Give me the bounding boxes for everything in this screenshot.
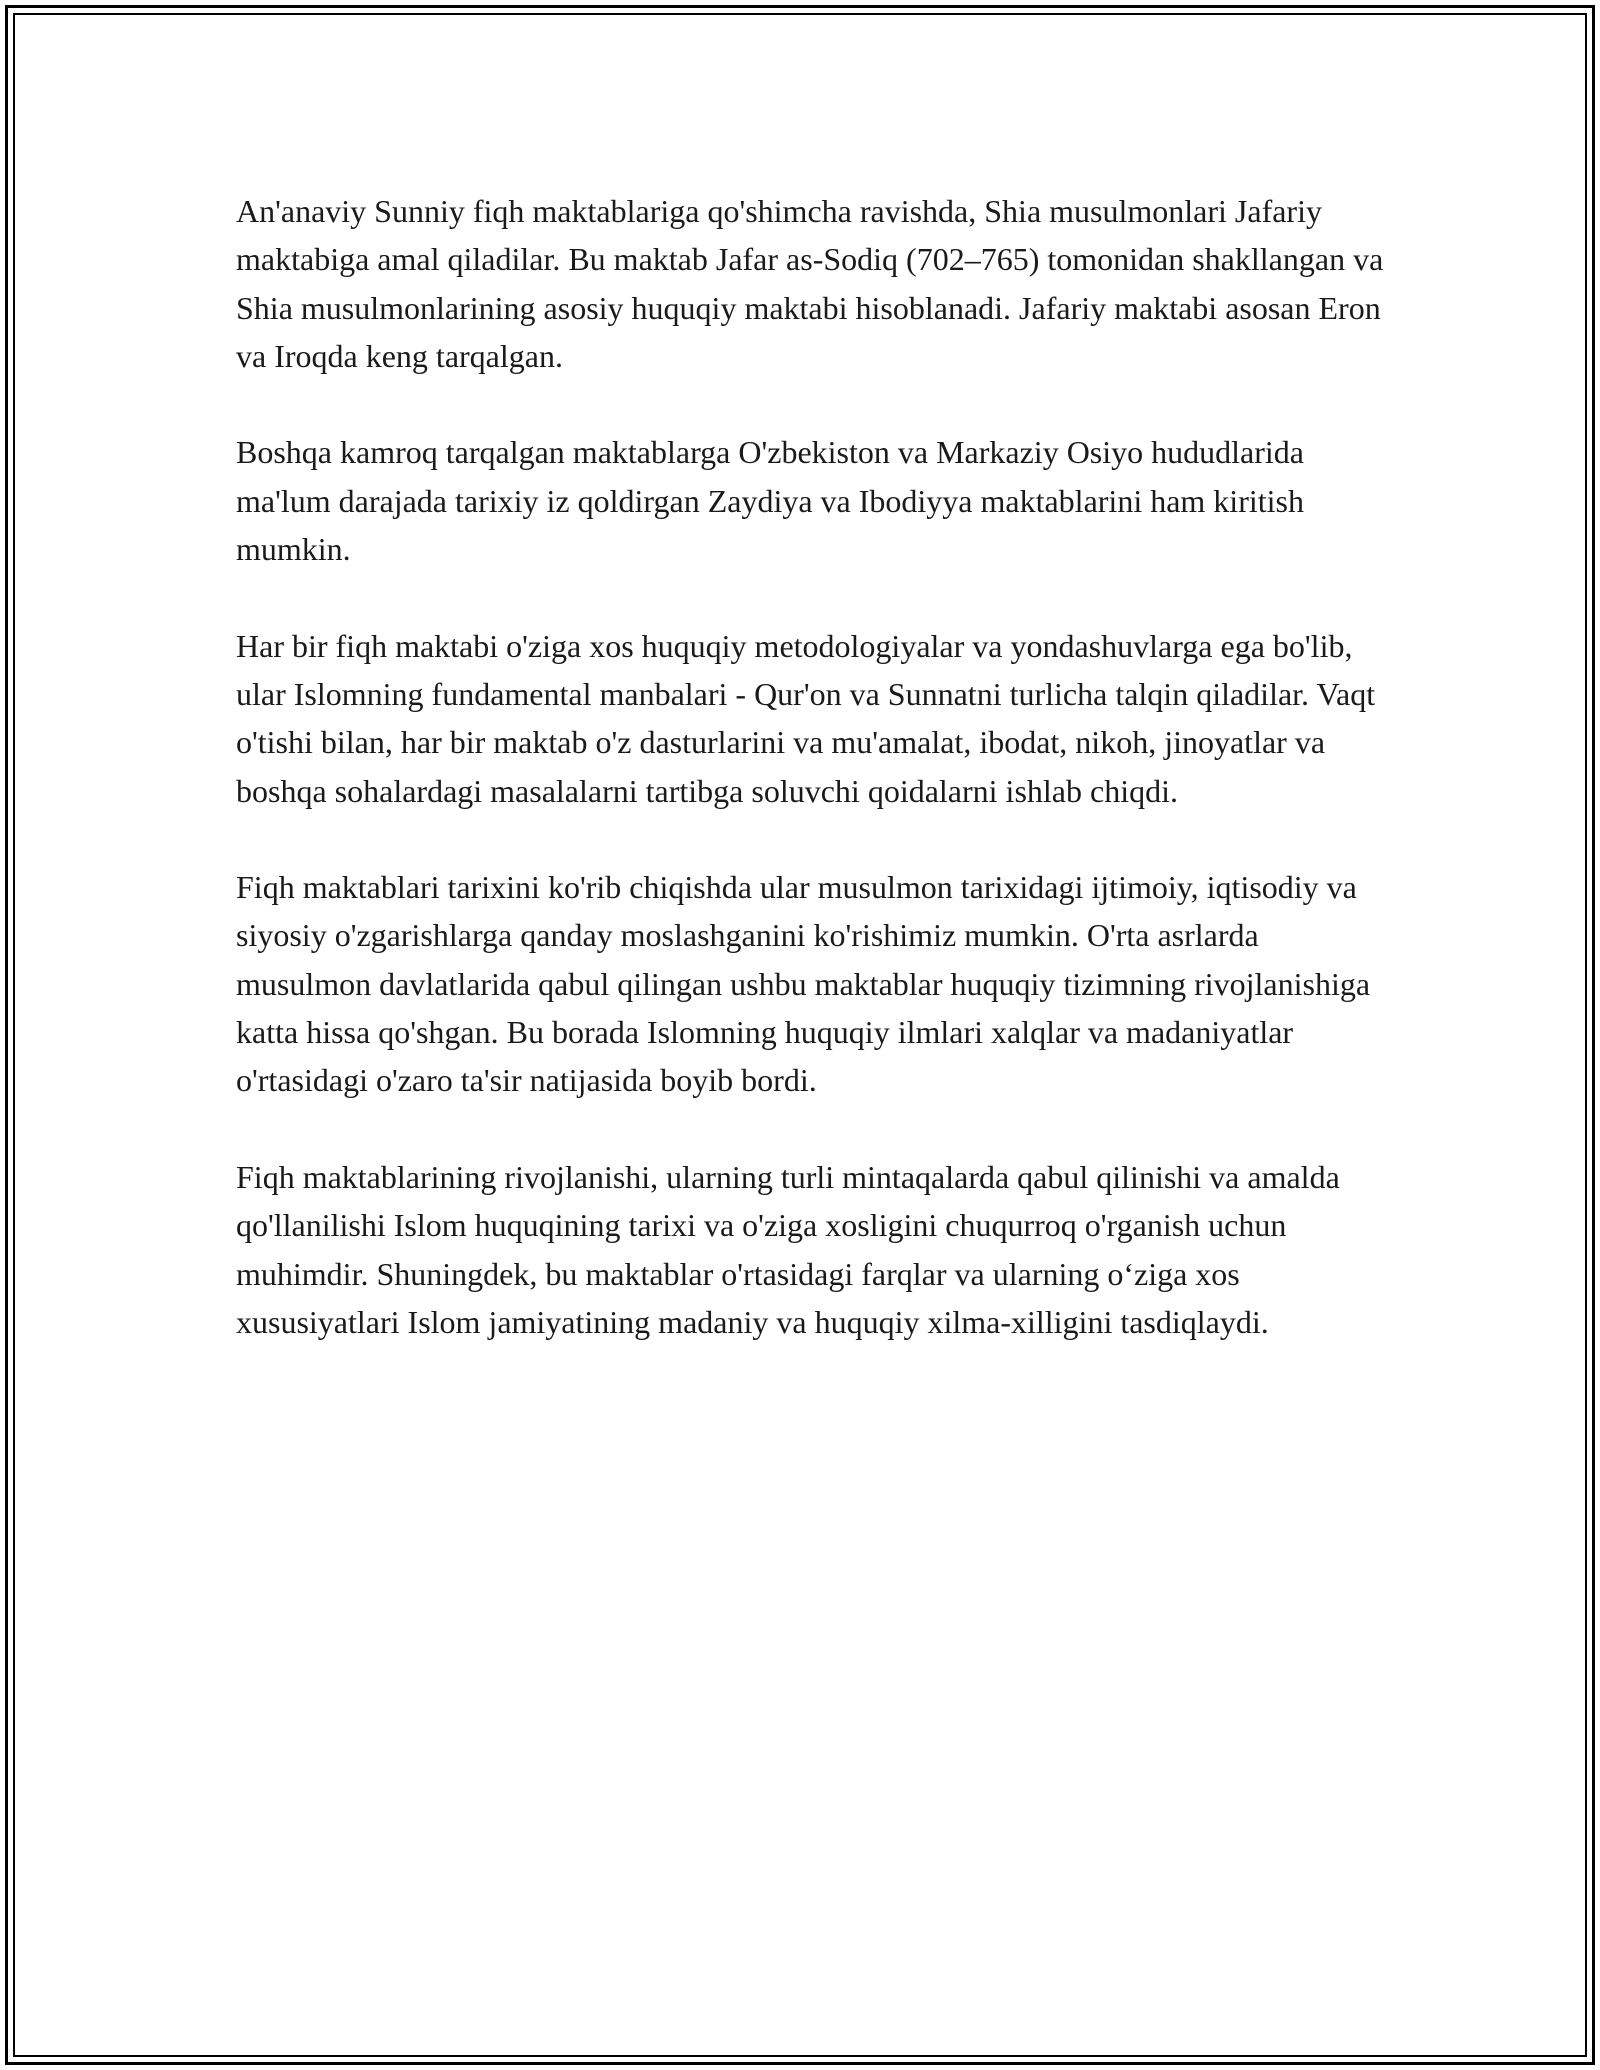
paragraph-4: Fiqh maktablari tarixini ko'rib chiqishda ular musulmon tarixidagi ijtimoiy, iqtisodiy va siyosiy o'zgarishlarga qanday moslashganini ko'rishimiz mumkin. O'rta asrlarda musulmon davlatlarida qabul qilingan ushbu maktablar huquqiy tizimning rivojlanishiga katta hissa qo'shgan. Bu borada Islomning huquqiy ilmlari xalqlar va madaniyatlar o'rtasidagi o'zaro ta'sir natijasida boyib bordi. (236, 869, 1371, 1099)
paragraph-5: Fiqh maktablarining rivojlanishi, ularning turli mintaqalarda qabul qilinishi va amalda qo'llanilishi Islom huquqining tarixi va o'ziga xosligini chuqurroq o'rganish uchun muhimdir. Shuningdek, bu maktablar o'rtasidagi farqlar va ularning o‘ziga xos xususiyatlari Islom jamiyatining madaniy va huquqiy xilma-xilligini tasdiqlaydi. (236, 1158, 1340, 1340)
paragraph-1: An'anaviy Sunniy fiqh maktablariga qo'shimcha ravishda, Shia musulmonlari Jafariy maktabiga amal qiladilar. Bu maktab Jafar as-Sodiq (702–765) tomonidan shakllangan va Shia musulmonlarining asosiy huquqiy maktabi hisoblanadi. Jafariy maktabi asosan Eron va Iroqda keng tarqalgan. (236, 193, 1384, 374)
paragraph-3: Har bir fiqh maktabi o'ziga xos huquqiy metodologiyalar va yondashuvlarga ega bo'lib, ular Islomning fundamental manbalari - Qur'on va Sunnatni turlicha talqin qiladilar. Vaqt o'tishi bilan, har bir maktab o'z dasturlarini va mu'amalat, ibodat, nikoh, jinoyatlar va boshqa sohalardagi masalalarni tartibga soluvchi qoidalarni ishlab chiqdi. (236, 627, 1376, 809)
document-body (236, 187, 1386, 1394)
paragraph-2: Boshqa kamroq tarqalgan maktablarga O'zbekiston va Markaziy Osiyo hududlarida ma'lum darajada tarixiy iz qoldirgan Zaydiya va Ibodiyya maktablarini ham kiritish mumkin. (236, 434, 1304, 568)
